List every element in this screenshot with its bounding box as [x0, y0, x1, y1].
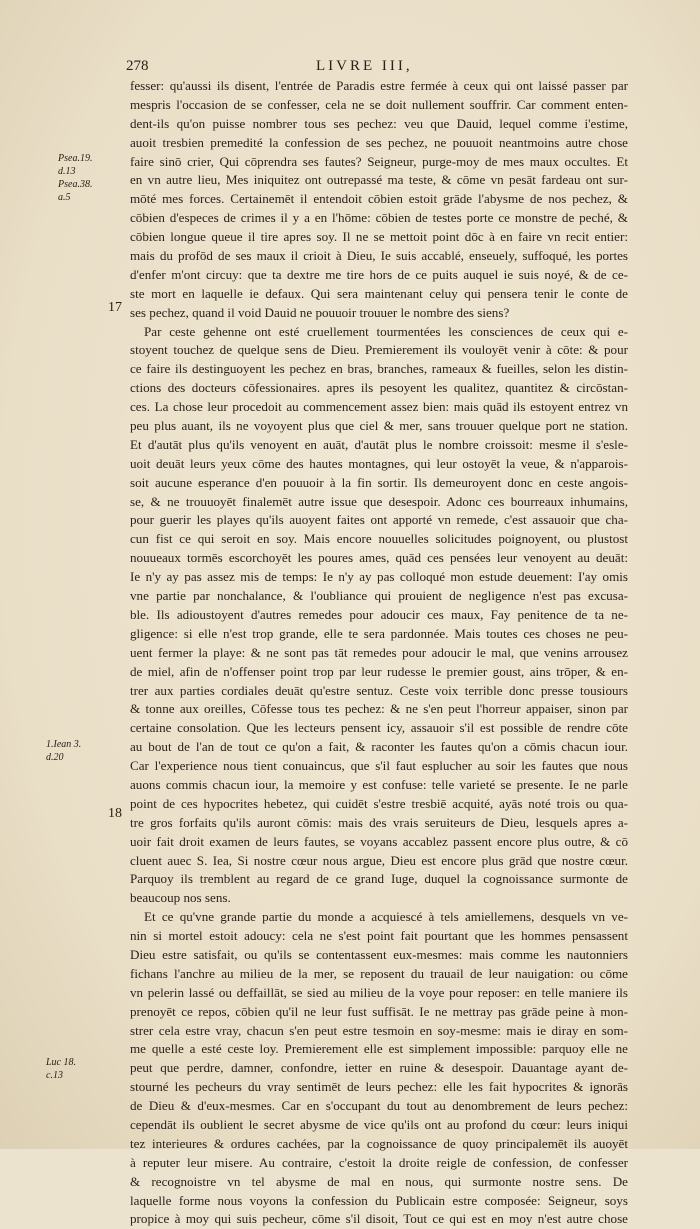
text-line: & recognoistre vn tel abysme de mal en nous, qui surmonte nostre sens. De: [130, 1173, 628, 1189]
text-line: faire sinō crier, Qui cōprendra ses fautes? Seigneur, purge-moy de mes maux occultes. Et: [130, 153, 628, 169]
text-line: certaine consolation. Que les lecteurs pensent icy, assauoir s'il est possible de rendre cōte: [130, 720, 628, 736]
text-line: à reputer leur misere. Au contraire, c'estoit la droite reigle de confession, de confesser: [130, 1154, 628, 1170]
text-line: stourné les pecheurs du vray sentimēt de leurs pechez: elle les fait hypocrites & ignorās: [130, 1079, 628, 1095]
text-line: propice à moy qui suis pecheur, cōme s'il disoit, Tout ce qui est en moy n'est autre chose: [130, 1211, 628, 1227]
margin-note-psalms: [58, 152, 118, 204]
text-line: d'enfer m'ont circuy: que ta dextre me tire hors de ce puits auquel ie suis noyé, & de ce-: [130, 266, 628, 282]
text-line: cōbien longue queue il tire apres soy. Il ne se mettoit point dōc à en faire vn recit entier:: [130, 229, 628, 245]
text-line: ctions des docteurs cōfessionaires. apres ils pesoyent les qualitez, quantitez & circōstan-: [130, 380, 628, 396]
text-line: prenoyēt ce repos, cōbien qu'il ne leur fust suffisāt. Ie ne mettray pas grāde peine à mon-: [130, 1003, 628, 1019]
margin-note-line: d.20: [46, 752, 64, 763]
text-line: Et d'autāt plus qu'ils venoyent en auāt, d'autāt plus le nombre croissoit: mesme il s'esle-: [130, 436, 628, 452]
text-line: ce faire ils destinguoyent les pechez en bras, branches, rameaux & fueilles, selon les distin-: [130, 361, 628, 377]
text-line: laquelle forme nous voyons la confession du Publicain estre composée: Seigneur, soys: [130, 1192, 628, 1208]
text-line: vne partie par nonchalance, & l'oubliance qui prouient de negligence n'est pas excusa-: [130, 588, 628, 604]
text-line: nouueaux tormēs escorchoyēt les poures ames, quād ces pensées leur venoyent au deuāt:: [130, 550, 628, 566]
page-body-text: [130, 77, 628, 1229]
text-line: point de ces hypocrites hebetez, qui cuidēt s'estre tresbiē acquité, ayās noté trois ou qua-: [130, 795, 628, 811]
text-line: cun fist ce qui seroit en soy. Mais encore nouuelles solicitudes poignoyent, ou plustost: [130, 531, 628, 547]
text-line: se, & ne trouuoyēt finalemēt autre issue que desespoir. Adonc ces bourreaux inhumains,: [130, 493, 628, 509]
text-line: Dieu estre satisfait, ou qu'ils se contentassent eux-mesmes: mais comme les nautonniers: [130, 946, 628, 962]
section-number-18: 18: [108, 806, 122, 821]
text-line: stoyent touchez de quelque sens de Dieu. Premierement ils vouloyēt venir à cōte: & pour: [130, 342, 628, 358]
text-line: de miel, afin de n'offenser point trop par leur rudesse le premier goust, ains trōper, & en-: [130, 663, 628, 679]
text-line: ble. Ils adioustoyent d'autres remedes pour adoucir ces maux, Fay penitence de ta ne-: [130, 606, 628, 622]
text-line: Parquoy ils tremblent au regard de ce grand Iuge, duquel la cognoissance surmonte de: [130, 871, 628, 887]
margin-note-luke: [46, 1056, 106, 1082]
margin-note-line: Psea.38.: [58, 179, 93, 190]
text-line: ses pechez, quand il void Dauid ne pouuoir trouuer le nombre des siens?: [130, 304, 510, 320]
text-line: uoir fait droit examen de leurs fautes, se voyans accablez passent encore plus outre, & cō: [130, 833, 628, 849]
text-line: de Dieu & d'eux-mesmes. Car en s'occupant du tout au denombrement de leurs pechez:: [130, 1098, 628, 1114]
text-line: auons commis chacun iour, la memoire y est confuse: telle varieté se presente. Ie ne parle: [130, 776, 628, 792]
text-line: tre gros forfaits qu'ils auront cōmis: mais des vrais seruiteurs de Dieu, lesquels apres a-: [130, 814, 628, 830]
text-line: cluent auec S. Iea, Si nostre cœur nous argue, Dieu est encore plus grād que nostre cœur.: [130, 852, 628, 868]
text-line: peu plus auant, ils ne voyoyent plus que ciel & mer, sans trouuer quelque port ne station.: [130, 418, 628, 434]
margin-note-line: a.5: [58, 192, 71, 203]
margin-note-john: [46, 738, 106, 764]
text-line: mais du profōd de ses maux il crioit à Dieu, Ie suis accablé, enseuely, suffoqué, les portes: [130, 248, 628, 264]
text-line: me quelle a esté ceste loy. Premierement elle est simplement impossible: parquoy elle ne: [130, 1041, 628, 1057]
text-line: ste mort en laquelle ie defaux. Qui sera maintenant celuy qui pensera tenir le conte de: [130, 285, 628, 301]
margin-note-line: Luc 18.: [46, 1057, 76, 1068]
text-line: gligence: si elle n'est trop grande, elle te sera pardonnée. Mais toutes ces choses ne peu-: [130, 625, 628, 641]
text-line: strer cela estre vray, chacun s'en peut estre tesmoin en soy-mesme: mais ie diray en som-: [130, 1022, 628, 1038]
margin-note-line: Psea.19.: [58, 153, 93, 164]
text-line: fichans l'anchre au milieu de la mer, se reposent du trauail de leur nauigation: ou cōme: [130, 965, 628, 981]
text-line: fesser: qu'aussi ils disent, l'entrée de Paradis estre fermée à ceux qui ont laissé passer par: [130, 78, 628, 93]
text-line: Et ce qu'vne grande partie du monde a acquiescé à tels amiellemens, desquels vn ve-: [144, 909, 628, 925]
text-line: uoit deuāt leurs yeux cōme des hautes montagnes, qui leur ostoyēt la veue, & n'apparois-: [130, 455, 628, 471]
text-line: soit aucune esperance d'en pouuoir à la fin sortir. Ils demeuroyent donc en ceste angois-: [130, 474, 628, 490]
text-line: beaucoup nos sens.: [130, 890, 231, 906]
margin-note-line: 1.Iean 3.: [46, 739, 82, 750]
text-line: ces. La chose leur procedoit au commencement assez bien: mais quād ils estoyent entrez vn: [130, 399, 628, 415]
text-line: uent fermer la playe: & ne sont pas tāt remedes pour adoucir le mal, que venins arrousez: [130, 644, 628, 660]
text-line: Par ceste gehenne ont esté cruellement tourmentées les consciences de ceux qui e-: [144, 323, 628, 339]
text-line: Car l'experience nous tient conuaincus, que s'il faut esplucher au soir les fautes que nous: [130, 758, 628, 774]
margin-note-line: c.13: [46, 1070, 63, 1081]
section-number-17: 17: [108, 300, 122, 315]
text-line: tez interieures & ordures cachées, par la cognoissance de quoy principalemēt ils auoyēt: [130, 1135, 628, 1151]
running-title: LIVRE III,: [316, 58, 413, 74]
text-line: mespris l'occasion de se confesser, cela ne se doit nullement souffrir. Car comment enten-: [130, 96, 628, 112]
page-number: 278: [126, 58, 149, 74]
text-line: mōté mes forces. Certainemēt il entendoit cōbien estoit grāde l'abysme de nos pechez, &: [130, 191, 628, 207]
text-line: peut que perdre, damner, confondre, ietter en ruine & desespoir. Dauantage ayant de-: [130, 1060, 628, 1076]
text-line: trer aux parties cordiales deuāt qu'estre sentuz. Ceste voix terrible donc presse tousiours: [130, 682, 628, 698]
text-line: & tonne aux oreilles, Cōfesse tous tes pechez: & ne s'en peut l'horreur appaiser, sinon par: [130, 701, 628, 717]
text-line: pour guerir les playes qu'ils auoyent faites ont apporté vn remede, c'est assauoir que cha-: [130, 512, 628, 528]
text-line: en vn autre lieu, Mes iniquitez ont outrepassé ma teste, & cōme vn pesāt fardeau ont sur-: [130, 172, 628, 188]
text-line: dent-ils qu'on puisse nombrer tous ses pechez: veu que Dauid, lequel comme i'estime,: [130, 115, 628, 131]
text-line: cōbien d'especes de crimes il y a en l'hōme: cōbien de testes porte ce monstre de peché, &: [130, 210, 628, 226]
text-line: cependāt ils oublient le secret abysme de vice qu'ils ont au profond du cœur: leurs iniqui: [130, 1116, 628, 1132]
text-line: nin si mortel estoit adoucy: cela ne s'est point fait pourtant que les hommes pensassent: [130, 928, 628, 944]
text-line: Ie n'y ay pas assez mis de temps: Ie n'y ay pas colloqué mon estude deuement: I'ay omis: [130, 569, 628, 585]
margin-note-line: d.13: [58, 166, 76, 177]
text-line: au bout de l'an de tout ce qu'on a fait, & raconter les fautes qu'on a cōmis chacun iour.: [130, 739, 628, 755]
text-line: vn pelerin lassé ou deffaillāt, se sied au milieu de la voye pour reposer: en telle maniere ils: [130, 984, 628, 1000]
text-line: auoit tresbien premedité la confession de ses pechez, ne pouuoit neantmoins autre chose: [130, 134, 628, 150]
